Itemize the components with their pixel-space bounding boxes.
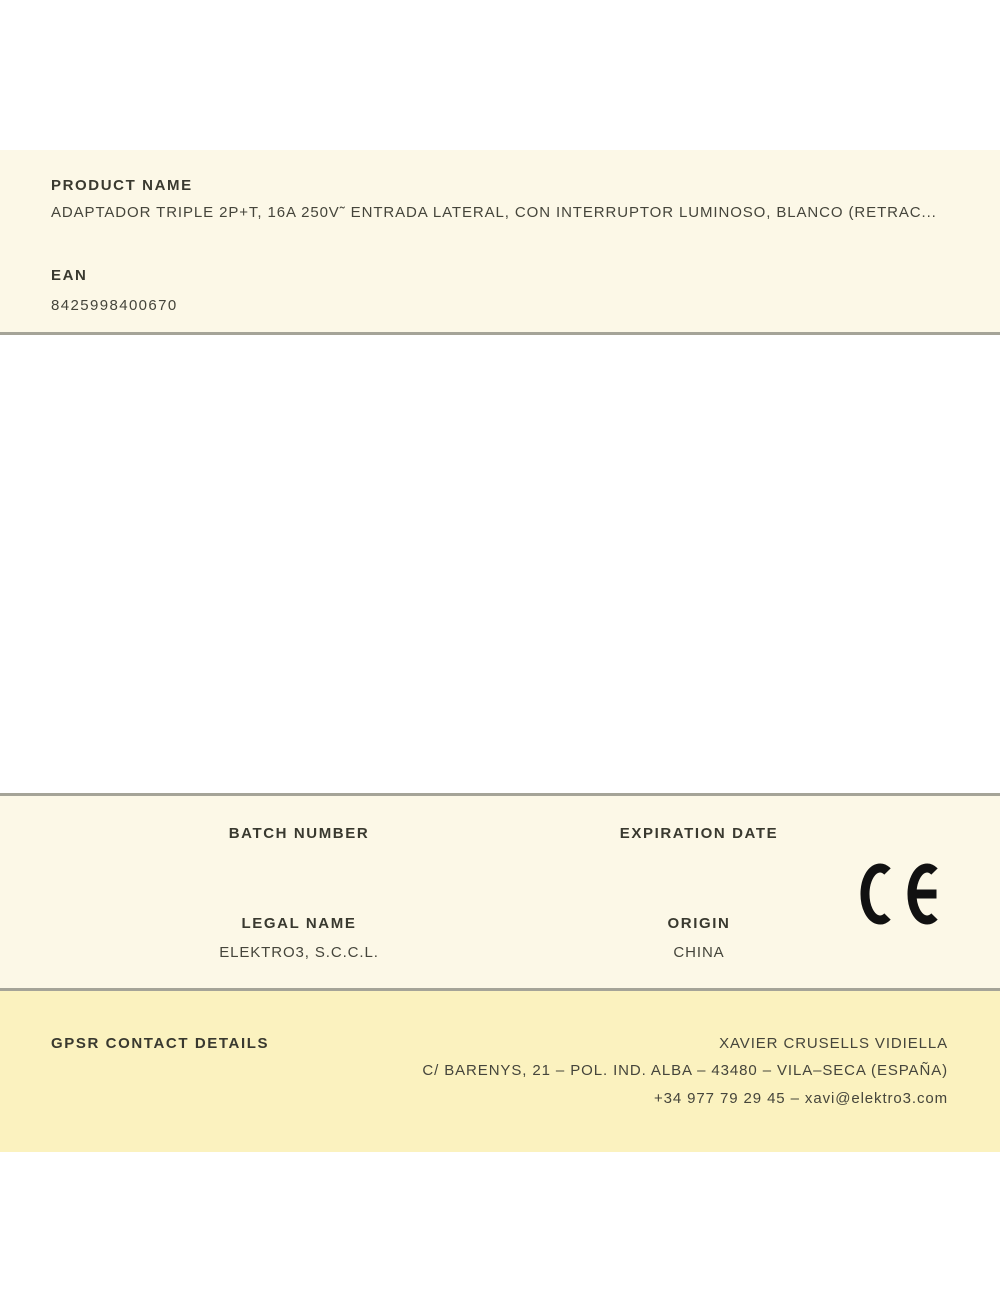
- gpsr-contact-phone-email: +34 977 79 29 45 – xavi@elektro3.com: [653, 1090, 948, 1107]
- origin-value: CHINA: [673, 944, 725, 961]
- ean-value: 8425998400670: [51, 297, 178, 314]
- gpsr-contact-address: C/ BARENYS, 21 – POL. IND. ALBA – 43480 – VILA–SECA (ESPAÑA): [422, 1062, 948, 1079]
- gpsr-contact-name: XAVIER CRUSELLS VIDIELLA: [719, 1035, 948, 1052]
- product-name-value: ADAPTADOR TRIPLE 2P+T, 16A 250V˜ ENTRADA LATERAL, CON INTERRUPTOR LUMINOSO, BLANCO (RETRAC...: [51, 204, 937, 221]
- product-name-label: PRODUCT NAME: [51, 177, 193, 194]
- ean-label: EAN: [51, 267, 88, 284]
- gpsr-contact-label: GPSR CONTACT DETAILS: [51, 1035, 270, 1052]
- gpsr-contact-section: [0, 991, 1000, 1152]
- batch-legal-section: [0, 793, 1000, 991]
- legal-name-value: ELEKTRO3, S.C.C.L.: [219, 944, 379, 961]
- expiration-date-label: EXPIRATION DATE: [619, 825, 779, 842]
- batch-number-label: BATCH NUMBER: [228, 825, 370, 842]
- origin-label: ORIGIN: [667, 915, 731, 932]
- product-info-section: [0, 150, 1000, 335]
- ce-mark-icon: [858, 862, 942, 926]
- legal-name-label: LEGAL NAME: [241, 915, 357, 932]
